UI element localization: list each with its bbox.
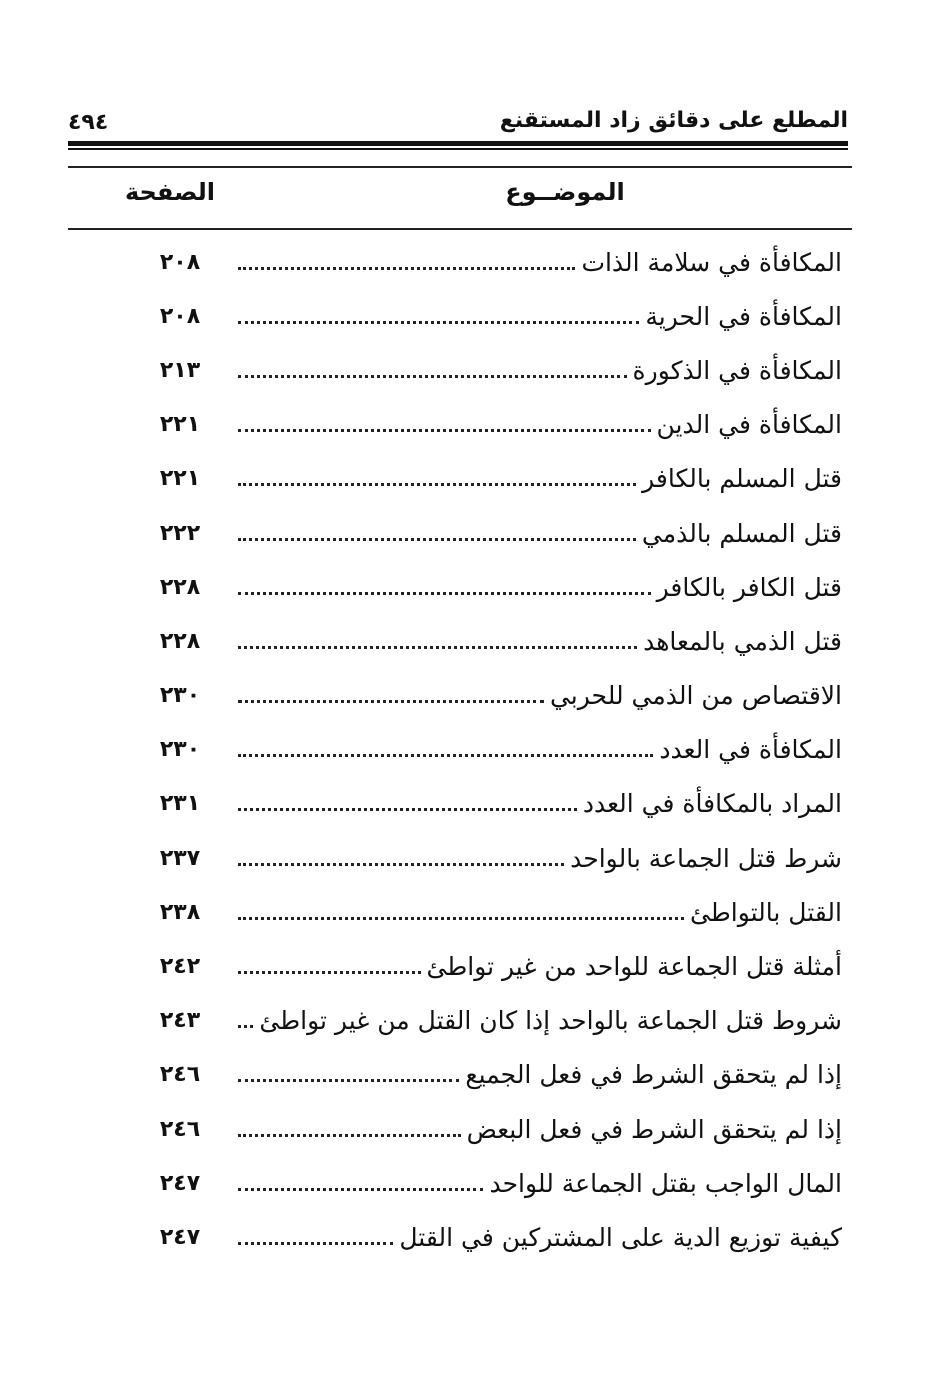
toc-entry-page: ٢٤٣ [159,1008,201,1034]
dot-leader [238,267,575,270]
toc-entry-page: ٢٢١ [159,412,201,438]
book-title: المطلع على دقائق زاد المستقنع [499,108,848,133]
toc-entry-title: المكافأة في الحرية [645,301,842,331]
toc-entry-page: ٢٤٧ [159,1224,201,1250]
dot-leader [238,917,684,920]
dot-leader [238,1242,393,1245]
toc-entry [150,1210,842,1264]
toc-entry-title: قتل المسلم بالذمي [641,518,842,548]
toc-entry-page: ٢٢٨ [159,574,201,600]
toc-entry-page: ٢٤٧ [159,1170,201,1196]
dot-leader [238,483,636,486]
dot-leader [238,429,651,432]
toc-entry [150,506,842,560]
toc-entry [150,1156,842,1210]
toc-entry [150,1102,842,1156]
toc-entry [150,235,842,289]
dot-leader [238,700,544,703]
table-header-rule [68,228,852,230]
toc-entry-page: ٢٢١ [159,466,201,492]
dot-leader [238,375,627,378]
toc-entry-title: القتل بالتواطئ [690,897,842,927]
toc-entry [150,289,842,343]
toc-entry-page: ٢٠٨ [159,303,201,329]
running-header [68,108,848,144]
toc-entry [150,994,842,1048]
toc-entry-page: ٢٣٠ [159,683,201,709]
toc-entry-title: كيفية توزيع الدية على المشتركين في القتل [399,1222,842,1252]
dot-leader [238,971,421,974]
toc-entry-page: ٢١٣ [159,357,201,383]
dot-leader [238,1188,483,1191]
dot-leader [238,863,564,866]
toc-entry-title: المال الواجب بقتل الجماعة للواحد [489,1168,842,1198]
toc-entry [150,560,842,614]
toc-entry-title: المكافأة في الذكورة [632,355,842,385]
toc-entry [150,398,842,452]
dot-leader [238,1079,459,1082]
dot-leader [238,538,636,541]
toc-entry-page: ٢٤٦ [159,1062,201,1088]
toc-entry-title: إذا لم يتحقق الشرط في فعل البعض [466,1114,842,1144]
toc-entry-page: ٢٤٢ [159,954,201,980]
toc-entry-page: ٢٣٠ [159,737,201,763]
toc-entry-title: إذا لم يتحقق الشرط في فعل الجميع [465,1060,842,1090]
toc-entry [150,343,842,397]
dot-leader [238,321,639,324]
toc-entry [150,669,842,723]
dot-leader [238,808,577,811]
toc-entry [150,777,842,831]
dot-leader [238,592,651,595]
toc-entry-title: أمثلة قتل الجماعة للواحد من غير تواطئ [426,952,842,982]
dot-leader [238,646,637,649]
toc-entry [150,452,842,506]
toc-entry-page: ٢٣٨ [159,899,201,925]
toc-entry-title: المكافأة في سلامة الذات [581,247,842,277]
toc-entry-title: قتل الكافر بالكافر [656,572,842,602]
toc-entry-title: المراد بالمكافأة في العدد [582,789,842,819]
toc-entry-title: قتل المسلم بالكافر [642,464,842,494]
toc-entry-page: ٢٣٧ [159,845,201,871]
dot-leader [238,1134,461,1137]
column-header-page: الصفحة [124,178,215,206]
header-rule-thin [68,148,848,150]
dot-leader [238,754,653,757]
header-rule-thick [68,141,848,146]
toc-entry-title: شروط قتل الجماعة بالواحد إذا كان القتل من غير تواطئ [259,1006,842,1036]
toc-entry-title: شرط قتل الجماعة بالواحد [570,843,842,873]
toc-entry-page: ٢٢٢ [159,520,201,546]
dot-leader [238,1025,253,1028]
toc-entry-page: ٢٢٨ [159,628,201,654]
toc-entry-title: الاقتصاص من الذمي للحربي [549,681,842,711]
toc-entry-page: ٢٤٦ [159,1116,201,1142]
toc-entry-title: المكافأة في العدد [659,735,842,765]
toc-entry-page: ٢٣١ [159,791,201,817]
table-of-contents [150,235,842,1265]
page-number: ٤٩٤ [68,110,109,135]
column-header-topic: الموضــوع [505,178,625,206]
toc-entry [150,723,842,777]
toc-entry [150,1048,842,1102]
table-top-rule [68,166,852,168]
toc-entry [150,831,842,885]
toc-entry [150,614,842,668]
toc-entry-title: قتل الذمي بالمعاهد [643,626,842,656]
toc-entry [150,885,842,939]
toc-entry-title: المكافأة في الدين [656,410,842,440]
toc-entry-page: ٢٠٨ [159,249,201,275]
toc-entry [150,939,842,993]
